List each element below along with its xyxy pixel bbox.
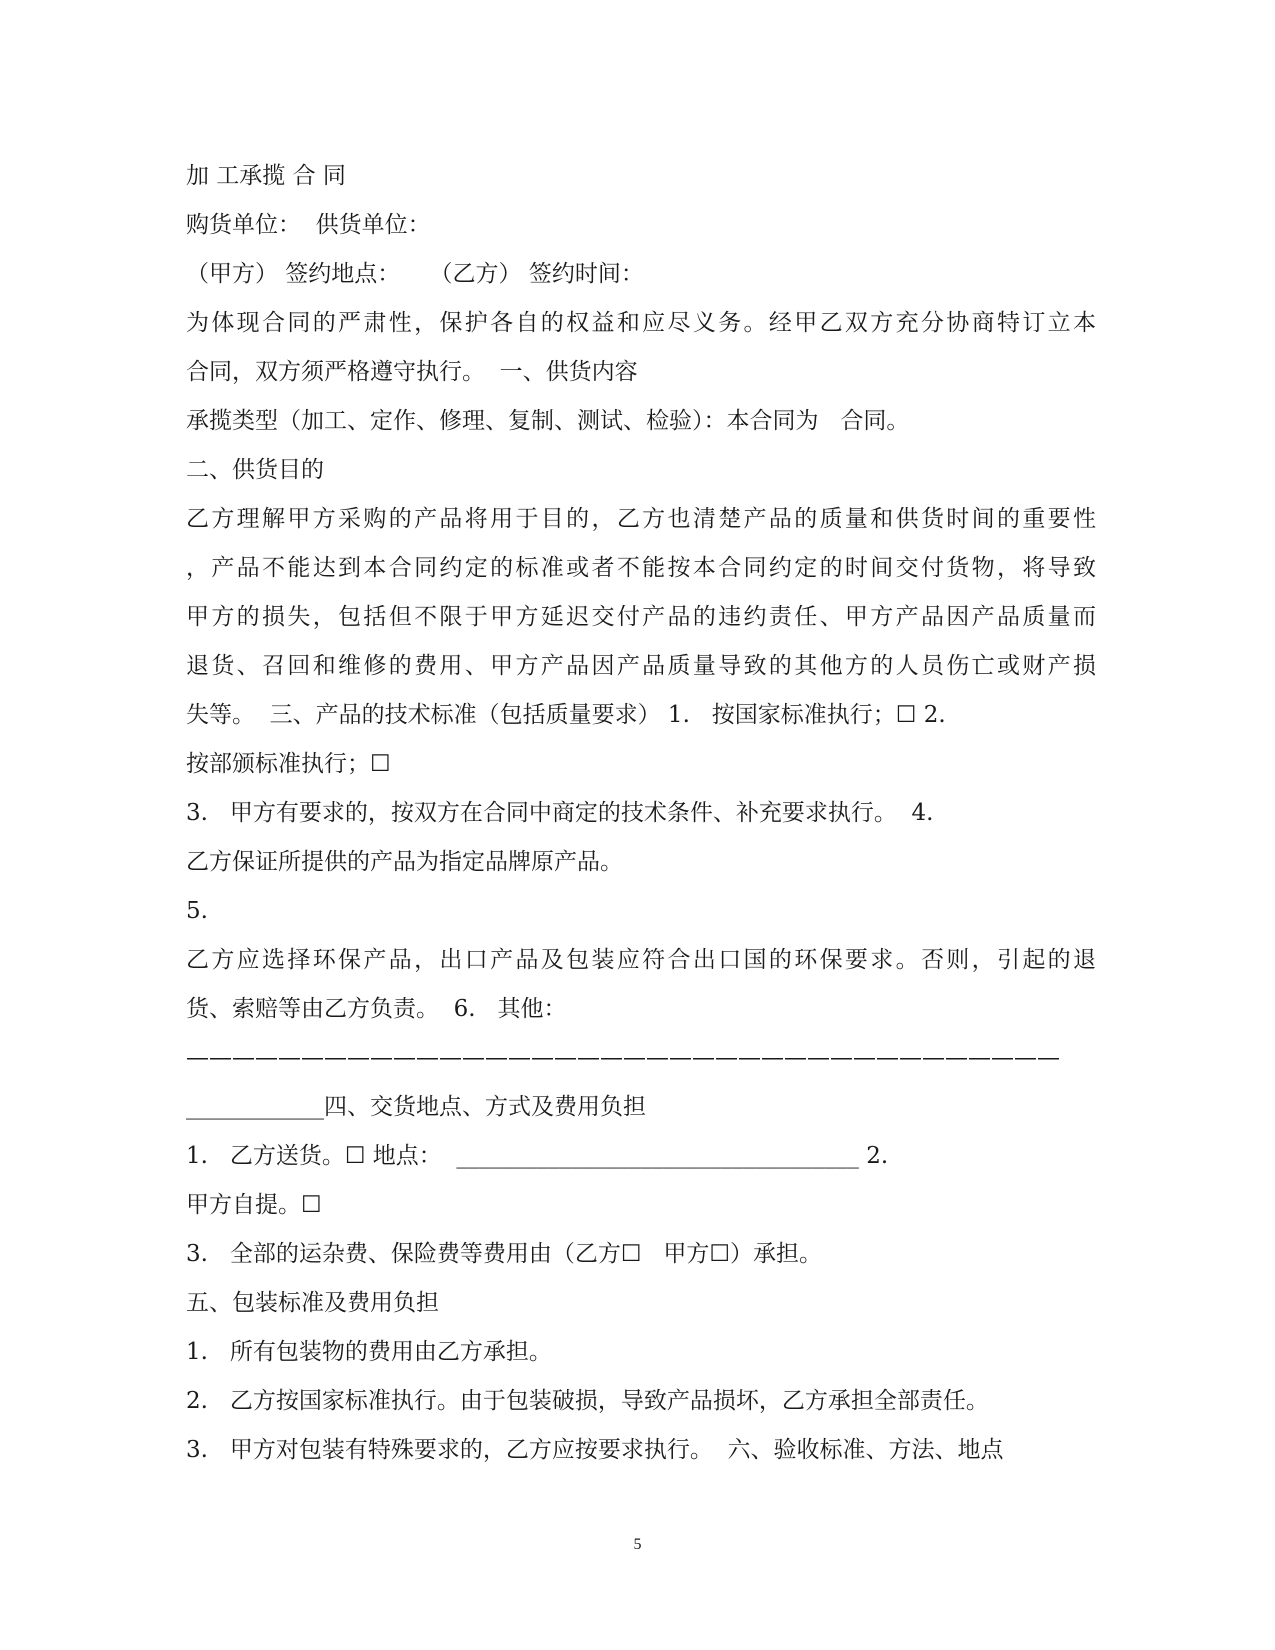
contract-body <box>186 152 1096 1475</box>
text-line: 乙方保证所提供的产品为指定品牌原产品。 <box>186 849 623 875</box>
section-heading: 五、包装标准及费用负担 <box>186 1290 439 1316</box>
text-line: 1. 乙方送货。☐ 地点： ___________________________________ 2. <box>186 1143 889 1169</box>
page-number: 5 <box>633 1536 642 1553</box>
text-line: 2. 乙方按国家标准执行。由于包装破损，导致产品损坏，乙方承担全部责任。 <box>186 1388 989 1414</box>
text-line: 货、索赔等由乙方负责。 6. 其他： <box>186 996 567 1022</box>
text-line: ，产品不能达到本合同约定的标准或者不能按本合同约定的时间交付货物，将导致 <box>186 555 1096 581</box>
text-line: 乙方应选择环保产品，出口产品及包装应符合出口国的环保要求。否则，引起的退 <box>186 947 1096 973</box>
text-line: 甲方的损失，包括但不限于甲方延迟交付产品的违约责任、甲方产品因产品质量而 <box>186 604 1096 630</box>
text-line: 3. 全部的运杂费、保险费等费用由（乙方☐ 甲方☐）承担。 <box>186 1241 823 1267</box>
text-line: 3. 甲方对包装有特殊要求的，乙方应按要求执行。 六、验收标准、方法、地点 <box>186 1437 1004 1463</box>
text-line: 5. <box>186 898 208 924</box>
text-line: 承揽类型（加工、定作、修理、复制、测试、检验）：本合同为 合同。 <box>186 408 910 434</box>
text-line: （甲方） 签约地点： （乙方） 签约时间： <box>186 261 644 287</box>
text-line: ____________四、交货地点、方式及费用负担 <box>186 1094 646 1120</box>
text-line: 3. 甲方有要求的，按双方在合同中商定的技术条件、补充要求执行。 4. <box>186 800 934 826</box>
text-line: 退货、召回和维修的费用、甲方产品因产品质量导致的其他方的人员伤亡或财产损 <box>186 653 1096 679</box>
contract-title: 加 工承揽 合 同 <box>186 163 346 189</box>
text-line: 甲方自提。☐ <box>186 1192 322 1218</box>
text-line: 按部颁标准执行；☐ <box>186 751 391 777</box>
text-line: 合同，双方须严格遵守执行。 一、供货内容 <box>186 359 638 385</box>
fill-in-rule: —————————————————————————————————————— <box>186 1045 1060 1071</box>
text-line: 为体现合同的严肃性，保护各自的权益和应尽义务。经甲乙双方充分协商特订立本 <box>186 310 1096 336</box>
text-line: 1. 所有包装物的费用由乙方承担。 <box>186 1339 552 1365</box>
text-line: 购货单位： 供货单位： <box>186 212 431 238</box>
text-line: 失等。 三、产品的技术标准（包括质量要求） 1. 按国家标准执行；☐ 2. <box>186 702 946 728</box>
text-line: 乙方理解甲方采购的产品将用于目的，乙方也清楚产品的质量和供货时间的重要性 <box>186 506 1096 532</box>
section-heading: 二、供货目的 <box>186 457 324 483</box>
